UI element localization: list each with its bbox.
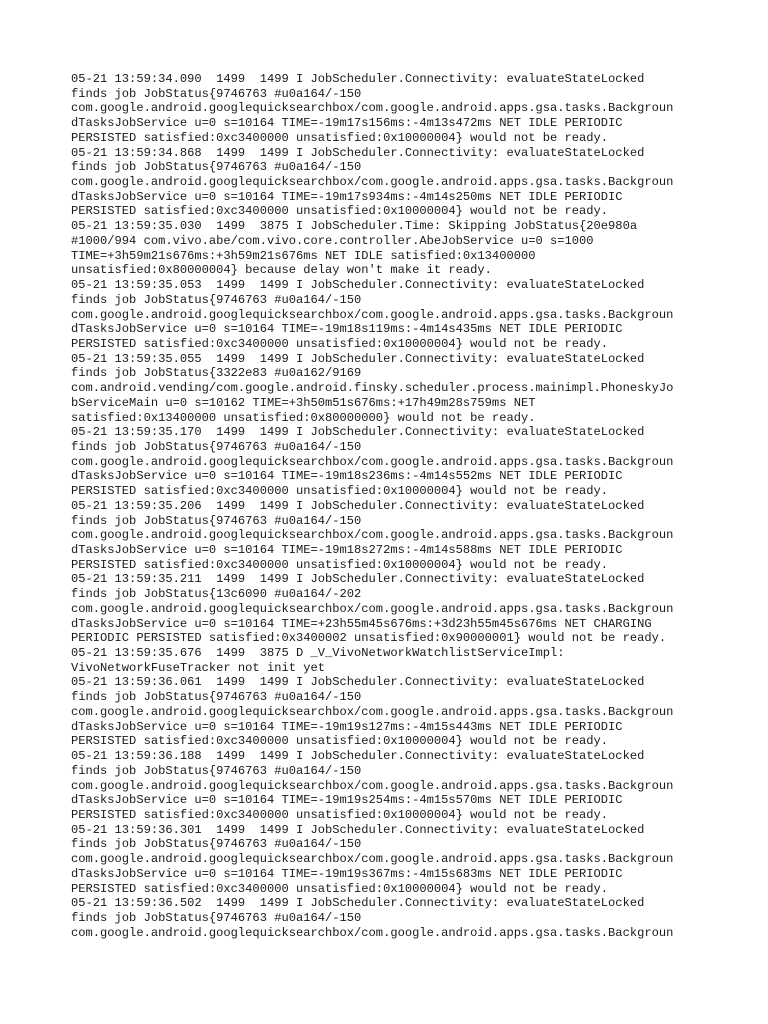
log-line: dTasksJobService u=0 s=10164 TIME=-19m18s236ms:-4m14s552ms NET IDLE PERIODIC	[71, 469, 623, 484]
log-line: com.google.android.googlequicksearchbox/com.google.android.apps.gsa.tasks.Backgroun	[71, 852, 674, 867]
log-line: PERSISTED satisfied:0xc3400000 unsatisfied:0x10000004} would not be ready.	[71, 557, 609, 572]
log-line: PERIODIC PERSISTED satisfied:0x3400002 unsatisfied:0x90000001} would not be ready.	[71, 631, 667, 646]
log-line: PERSISTED satisfied:0xc3400000 unsatisfied:0x10000004} would not be ready.	[71, 484, 609, 499]
log-line: 05-21 13:59:35.206 1499 1499 I JobScheduler.Connectivity: evaluateStateLocked	[71, 498, 645, 513]
log-line: com.google.android.googlequicksearchbox/com.google.android.apps.gsa.tasks.Backgroun	[71, 925, 674, 940]
log-line: 05-21 13:59:34.868 1499 1499 I JobScheduler.Connectivity: evaluateStateLocked	[71, 145, 645, 160]
log-line: 05-21 13:59:35.211 1499 1499 I JobScheduler.Connectivity: evaluateStateLocked	[71, 572, 645, 587]
log-line: finds job JobStatus{13c6090 #u0a164/-202	[71, 587, 362, 602]
log-line: dTasksJobService u=0 s=10164 TIME=-19m17s934ms:-4m14s250ms NET IDLE PERIODIC	[71, 189, 623, 204]
log-line: PERSISTED satisfied:0xc3400000 unsatisfied:0x10000004} would not be ready.	[71, 734, 609, 749]
log-line: 05-21 13:59:35.170 1499 1499 I JobScheduler.Connectivity: evaluateStateLocked	[71, 425, 645, 440]
log-line: com.google.android.googlequicksearchbox/com.google.android.apps.gsa.tasks.Backgroun	[71, 454, 674, 469]
log-line: PERSISTED satisfied:0xc3400000 unsatisfied:0x10000004} would not be ready.	[71, 130, 609, 145]
log-line: com.google.android.googlequicksearchbox/com.google.android.apps.gsa.tasks.Backgroun	[71, 704, 674, 719]
log-line: 05-21 13:59:35.676 1499 3875 D _V_VivoNetworkWatchlistServiceImpl:	[71, 646, 565, 661]
log-line: finds job JobStatus{3322e83 #u0a162/9169	[71, 366, 362, 381]
log-line: satisfied:0x13400000 unsatisfied:0x80000000} would not be ready.	[71, 410, 536, 425]
log-line: dTasksJobService u=0 s=10164 TIME=-19m18s272ms:-4m14s588ms NET IDLE PERIODIC	[71, 543, 623, 557]
log-line: 05-21 13:59:35.030 1499 3875 I JobScheduler.Time: Skipping JobStatus{20e980a	[71, 219, 638, 234]
log-line: finds job JobStatus{9746763 #u0a164/-150	[71, 292, 362, 307]
log-line: bServiceMain u=0 s=10162 TIME=+3h50m51s676ms:+17h49m28s759ms NET	[71, 395, 536, 410]
log-line: com.google.android.googlequicksearchbox/com.google.android.apps.gsa.tasks.Backgroun	[71, 601, 674, 616]
log-line: finds job JobStatus{9746763 #u0a164/-150	[71, 439, 362, 454]
log-line: PERSISTED satisfied:0xc3400000 unsatisfied:0x10000004} would not be ready.	[71, 336, 609, 351]
log-line: dTasksJobService u=0 s=10164 TIME=-19m19s127ms:-4m15s443ms NET IDLE PERIODIC	[71, 719, 623, 734]
log-line: com.google.android.googlequicksearchbox/com.google.android.apps.gsa.tasks.Backgroun	[71, 778, 674, 793]
log-line: 05-21 13:59:35.055 1499 1499 I JobScheduler.Connectivity: evaluateStateLocked	[71, 351, 645, 366]
log-line: com.google.android.googlequicksearchbox/com.google.android.apps.gsa.tasks.Backgroun	[71, 101, 674, 116]
log-line: 05-21 13:59:36.061 1499 1499 I JobScheduler.Connectivity: evaluateStateLocked	[71, 675, 645, 690]
log-line: VivoNetworkFuseTracker not init yet	[71, 660, 326, 675]
log-line: finds job JobStatus{9746763 #u0a164/-150	[71, 690, 362, 705]
log-text-block	[71, 72, 701, 940]
log-line: finds job JobStatus{9746763 #u0a164/-150	[71, 910, 362, 925]
log-line: dTasksJobService u=0 s=10164 TIME=-19m17s156ms:-4m13s472ms NET IDLE PERIODIC	[71, 116, 623, 131]
log-line: finds job JobStatus{9746763 #u0a164/-150	[71, 160, 362, 175]
log-line: com.android.vending/com.google.android.finsky.scheduler.process.mainimpl.PhoneskyJo	[71, 381, 674, 396]
log-line: TIME=+3h59m21s676ms:+3h59m21s676ms NET IDLE satisfied:0x13400000	[71, 248, 536, 263]
log-line: PERSISTED satisfied:0xc3400000 unsatisfied:0x10000004} would not be ready.	[71, 807, 609, 822]
log-line: com.google.android.googlequicksearchbox/com.google.android.apps.gsa.tasks.Backgroun	[71, 307, 674, 322]
log-line: dTasksJobService u=0 s=10164 TIME=-19m19s254ms:-4m15s570ms NET IDLE PERIODIC	[71, 793, 623, 808]
log-line: 05-21 13:59:34.090 1499 1499 I JobScheduler.Connectivity: evaluateStateLocked	[71, 72, 645, 86]
log-line: finds job JobStatus{9746763 #u0a164/-150	[71, 86, 362, 101]
log-line: 05-21 13:59:35.053 1499 1499 I JobScheduler.Connectivity: evaluateStateLocked	[71, 278, 645, 293]
log-line: dTasksJobService u=0 s=10164 TIME=+23h55m45s676ms:+3d23h55m45s676ms NET CHARGING	[71, 616, 652, 631]
log-line: dTasksJobService u=0 s=10164 TIME=-19m19s367ms:-4m15s683ms NET IDLE PERIODIC	[71, 866, 623, 881]
log-line: com.google.android.googlequicksearchbox/com.google.android.apps.gsa.tasks.Backgroun	[71, 175, 674, 190]
log-line: dTasksJobService u=0 s=10164 TIME=-19m18s119ms:-4m14s435ms NET IDLE PERIODIC	[71, 322, 623, 337]
log-line: unsatisfied:0x80000004} because delay won't make it ready.	[71, 263, 492, 278]
log-line: 05-21 13:59:36.301 1499 1499 I JobScheduler.Connectivity: evaluateStateLocked	[71, 822, 645, 837]
log-line: finds job JobStatus{9746763 #u0a164/-150	[71, 513, 362, 528]
log-line: #1000/994 com.vivo.abe/com.vivo.core.controller.AbeJobService u=0 s=1000	[71, 233, 594, 248]
log-line: PERSISTED satisfied:0xc3400000 unsatisfied:0x10000004} would not be ready.	[71, 881, 609, 896]
log-line: 05-21 13:59:36.188 1499 1499 I JobScheduler.Connectivity: evaluateStateLocked	[71, 749, 645, 764]
log-line: finds job JobStatus{9746763 #u0a164/-150	[71, 763, 362, 778]
log-line: PERSISTED satisfied:0xc3400000 unsatisfied:0x10000004} would not be ready.	[71, 204, 609, 219]
log-line: com.google.android.googlequicksearchbox/com.google.android.apps.gsa.tasks.Backgroun	[71, 528, 674, 543]
log-line: 05-21 13:59:36.502 1499 1499 I JobScheduler.Connectivity: evaluateStateLocked	[71, 896, 645, 911]
log-line: finds job JobStatus{9746763 #u0a164/-150	[71, 837, 362, 852]
